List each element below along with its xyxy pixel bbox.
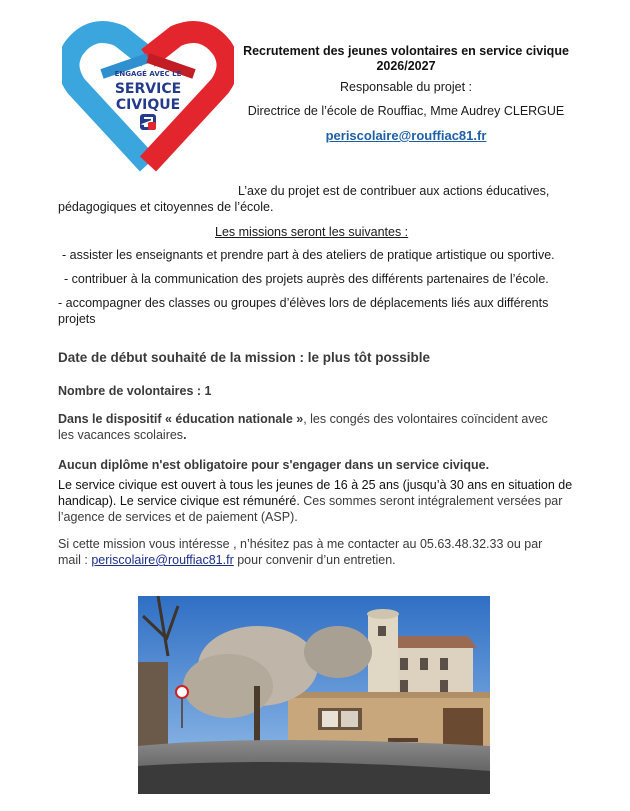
logo-line2: SERVICE xyxy=(114,81,182,97)
axe-line1: L’axe du projet est de contribuer aux actions éducatives, xyxy=(238,184,550,198)
logo-line3: CIVIQUE xyxy=(115,97,181,113)
contact-post: pour convenir d’un entretien. xyxy=(233,553,396,567)
date-debut: Date de début souhaité de la mission : le plus tôt possible xyxy=(58,350,431,365)
contact-email-link[interactable]: periscolaire@rouffiac81.fr xyxy=(91,553,234,567)
logo-line1: ENGAGÉ AVEC LE xyxy=(114,70,182,78)
ouvert-text: Le service civique est ouvert à tous les jeunes de 16 à 25 ans (jusqu’à 30 ans en situation de handicap). Le service civique est rémunéré. xyxy=(58,478,573,508)
recruitment-year: 2026/2027 xyxy=(376,59,436,73)
header-email-link[interactable]: periscolaire@rouffiac81.fr xyxy=(325,128,487,143)
dispositif-rest: , les congés des volontaires coïncident avec xyxy=(303,412,548,426)
contact-pre: Si cette mission vous intéresse , n’hésitez pas à me contacter au 05.63.48.32.33 ou par mail : xyxy=(58,537,543,567)
mission-1: - assister les enseignants et prendre part à des ateliers de pratique artistique ou sportive. xyxy=(62,248,555,262)
recruitment-title: Recrutement des jeunes volontaires en service civique xyxy=(243,44,569,58)
sommes-text: Ces sommes seront intégralement versées par l’agence de services et de paiement (ASP). xyxy=(58,494,563,524)
mission-3: - accompagner des classes ou groupes d’élèves lors de déplacements liés aux différents projets xyxy=(58,296,549,326)
missions-title: Les missions seront les suivantes : xyxy=(215,225,409,239)
mission-2: - contribuer à la communication des projets auprès des différents partenaires de l’école. xyxy=(64,272,549,286)
school-photo xyxy=(138,596,490,794)
directrice-line: Directrice de l’école de Rouffiac, Mme Audrey CLERGUE xyxy=(247,104,565,118)
ouvert-paragraph xyxy=(58,477,583,525)
dispositif-paragraph xyxy=(58,411,578,443)
axe-line2: pédagogiques et citoyennes de l’école. xyxy=(58,200,274,214)
service-civique-logo xyxy=(62,14,234,174)
responsable-label: Responsable du projet : xyxy=(339,80,473,94)
contact-paragraph xyxy=(58,536,558,568)
logo-emblem-icon xyxy=(140,114,156,130)
dispositif-line2: les vacances scolaires xyxy=(58,428,184,442)
dispositif-end: . xyxy=(183,428,187,442)
diplome-statement: Aucun diplôme n'est obligatoire pour s'engager dans un service civique. xyxy=(58,458,490,472)
dispositif-bold: Dans le dispositif « éducation nationale » xyxy=(58,412,304,426)
nombre-volontaires: Nombre de volontaires : 1 xyxy=(58,384,212,398)
header xyxy=(236,44,576,143)
